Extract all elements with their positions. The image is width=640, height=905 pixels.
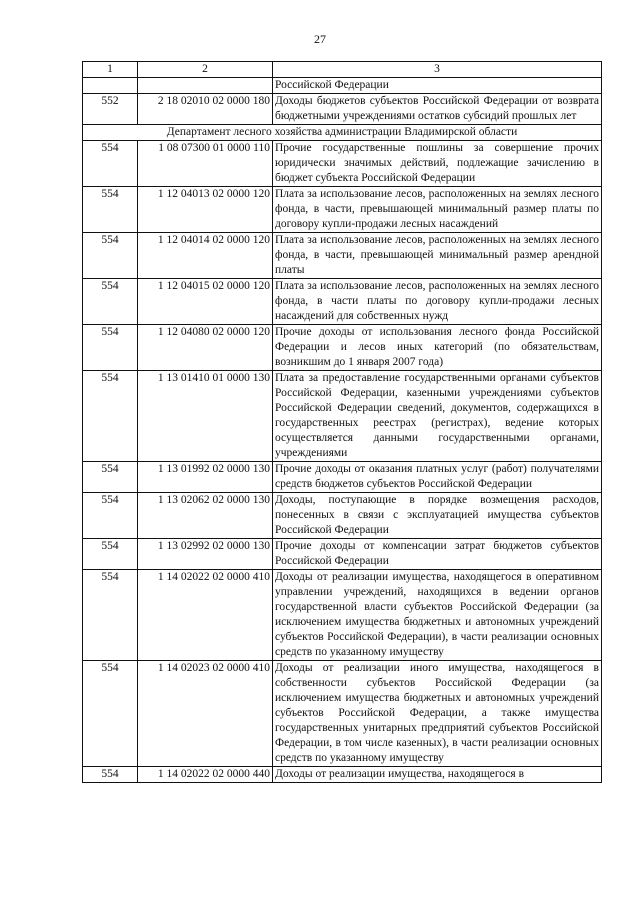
budget-table bbox=[82, 61, 602, 783]
budget-code-cell: 1 12 04080 02 0000 120 bbox=[138, 325, 273, 371]
budget-code-cell: 1 12 04013 02 0000 120 bbox=[138, 187, 273, 233]
budget-code-cell: 1 13 01992 02 0000 130 bbox=[138, 462, 273, 493]
budget-code-cell: 1 12 04014 02 0000 120 bbox=[138, 233, 273, 279]
income-description-cell: Прочие доходы от использования лесного фонда Российской Федерации и лесов иных категорий (по обязательствам, возникшим до 1 января 2007 года) bbox=[273, 325, 602, 371]
budget-code-cell: 1 14 02022 02 0000 440 bbox=[138, 767, 273, 783]
admin-code-cell: 554 bbox=[83, 462, 138, 493]
department-row bbox=[83, 125, 602, 141]
income-description-cell: Российской Федерации bbox=[273, 78, 602, 94]
budget-code-cell: 1 12 04015 02 0000 120 bbox=[138, 279, 273, 325]
column-header-2: 2 bbox=[138, 62, 273, 78]
admin-code-cell: 554 bbox=[83, 493, 138, 539]
table-row bbox=[83, 325, 602, 371]
admin-code-cell: 554 bbox=[83, 767, 138, 783]
table-body bbox=[83, 78, 602, 783]
admin-code-cell: 554 bbox=[83, 141, 138, 187]
income-description-cell: Доходы от реализации иного имущества, находящегося в собственности субъектов Российской Федерации (за исключением имущества бюджетных и автономных учреждений субъектов Российской Федерации, а также имущества государственных унитарных предприятий субъектов Российской Федерации, в том числе казенных), в части реализации основных средств по указанному имуществу bbox=[273, 661, 602, 767]
admin-code-cell: 554 bbox=[83, 325, 138, 371]
admin-code-cell: 554 bbox=[83, 371, 138, 462]
income-description-cell: Прочие доходы от компенсации затрат бюджетов субъектов Российской Федерации bbox=[273, 539, 602, 570]
income-description-cell: Плата за использование лесов, расположенных на землях лесного фонда, в части платы по договору купли-продажи лесных насаждений для собственных нужд bbox=[273, 279, 602, 325]
admin-code-cell: 552 bbox=[83, 94, 138, 125]
budget-code-cell: 1 13 01410 01 0000 130 bbox=[138, 371, 273, 462]
table-row bbox=[83, 661, 602, 767]
page-number: 27 bbox=[314, 32, 326, 46]
admin-code-cell: 554 bbox=[83, 539, 138, 570]
table-row bbox=[83, 462, 602, 493]
budget-code-cell: 1 13 02062 02 0000 130 bbox=[138, 493, 273, 539]
income-description-cell: Доходы от реализации имущества, находящегося в bbox=[273, 767, 602, 783]
table-row bbox=[83, 78, 602, 94]
budget-code-cell: 1 14 02023 02 0000 410 bbox=[138, 661, 273, 767]
column-header-3: 3 bbox=[273, 62, 602, 78]
department-title: Департамент лесного хозяйства администрации Владимирской области bbox=[83, 125, 602, 141]
admin-code-cell: 554 bbox=[83, 233, 138, 279]
budget-code-cell: 1 08 07300 01 0000 110 bbox=[138, 141, 273, 187]
admin-code-cell: 554 bbox=[83, 570, 138, 661]
income-description-cell: Плата за использование лесов, расположенных на землях лесного фонда, в части, превышающей минимальный размер арендной платы bbox=[273, 233, 602, 279]
table-row bbox=[83, 767, 602, 783]
budget-code-cell bbox=[138, 78, 273, 94]
income-description-cell: Прочие доходы от оказания платных услуг (работ) получателями средств бюджетов субъектов Российской Федерации bbox=[273, 462, 602, 493]
column-header-1: 1 bbox=[83, 62, 138, 78]
table-header-row bbox=[83, 62, 602, 78]
admin-code-cell: 554 bbox=[83, 661, 138, 767]
table-row bbox=[83, 141, 602, 187]
budget-code-cell: 1 13 02992 02 0000 130 bbox=[138, 539, 273, 570]
income-description-cell: Доходы от реализации имущества, находящегося в оперативном управлении учреждений, находящихся в ведении органов государственной власти субъектов Российской Федерации (за исключением имущества бюджетных и автономных учреждений субъектов Российской Федерации), в части реализации основных средств по указанному имуществу bbox=[273, 570, 602, 661]
budget-code-cell: 2 18 02010 02 0000 180 bbox=[138, 94, 273, 125]
table-row bbox=[83, 371, 602, 462]
table-row bbox=[83, 94, 602, 125]
income-description-cell: Доходы, поступающие в порядке возмещения расходов, понесенных в связи с эксплуатацией имущества субъектов Российской Федерации bbox=[273, 493, 602, 539]
admin-code-cell: 554 bbox=[83, 279, 138, 325]
table-row bbox=[83, 493, 602, 539]
table-row bbox=[83, 539, 602, 570]
table-row bbox=[83, 187, 602, 233]
income-description-cell: Плата за использование лесов, расположенных на землях лесного фонда, в части, превышающей минимальный размер платы по договору купли-продажи лесных насаждений bbox=[273, 187, 602, 233]
admin-code-cell bbox=[83, 78, 138, 94]
table-row bbox=[83, 233, 602, 279]
income-description-cell: Прочие государственные пошлины за совершение прочих юридически значимых действий, подлежащие зачислению в бюджет субъекта Российской Федерации bbox=[273, 141, 602, 187]
income-description-cell: Плата за предоставление государственными органами субъектов Российской Федерации, казенными учреждениями субъектов Российской Федерации сведений, документов, содержащихся в государственных реестрах (регистрах), ведение которых осуществляется данными государственными органами, учреждениями bbox=[273, 371, 602, 462]
budget-code-cell: 1 14 02022 02 0000 410 bbox=[138, 570, 273, 661]
table-row bbox=[83, 570, 602, 661]
admin-code-cell: 554 bbox=[83, 187, 138, 233]
table-row bbox=[83, 279, 602, 325]
income-description-cell: Доходы бюджетов субъектов Российской Федерации от возврата бюджетными учреждениями остатков субсидий прошлых лет bbox=[273, 94, 602, 125]
